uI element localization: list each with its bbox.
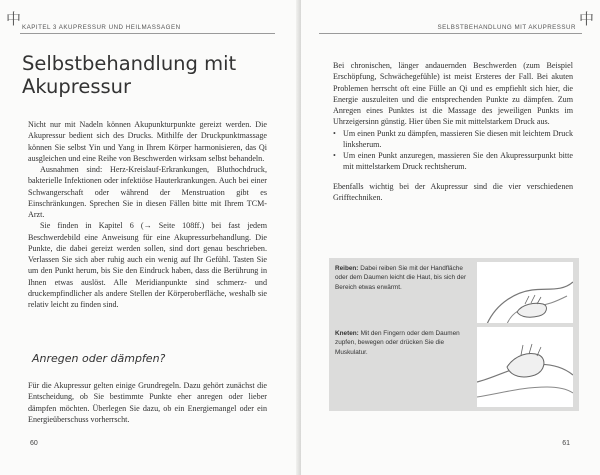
bullet-icon: •: [333, 151, 336, 160]
box-label: Kneten:: [335, 330, 359, 337]
paragraph: Für die Akupressur gelten einige Grundregeln. Dazu gehört zunächst die Entscheidung, ob Sie bestimmte Punkte eher anregen oder lieber dämpfen möchten. Überlegen Sie dazu, ob ein Energiemangel oder ein Energieüberschuss vorherrscht.: [28, 381, 267, 424]
bullet-list: [333, 128, 573, 173]
paragraph: Sie finden in Kapitel 6 (→ Seite 108ff.) bei fast jedem Beschwerdebild eine Anweisung für eine Akupressurbehandlung. Die Punkte, die dabei gereizt werden sollen, sind dort genau beschrieben. Verlassen Sie sich aber ruhig auch ein wenig auf Ihr Gefühl. Tasten Sie um den Punkt herum, bis Sie den Eindruck haben, dass die Berührung in Ihnen etwas auslöst. Alle Meridianpunkte sind schmerz- und druckempfindlicher als andere Stellen der Körperoberfläche, weshalb sie relativ leicht zu finden sind.: [28, 221, 267, 309]
list-item: [333, 150, 573, 173]
paragraph: Bei chronischen, länger andauernden Beschwerden (zum Beispiel Erschöpfung, Schwächegefühle) ist meist Ersteres der Fall. Bei akuten Problemen herrscht oft eine Fülle an Qi und es empfiehlt sich hier, die Energie auszuleiten und die entsprechenden Punkte zu dämpfen. Zum Anregen eines Punktes ist die Massage des jeweiligen Punkts im Uhrzeigersinn günstig. Hier üben Sie mit mittelstarkem Druck aus.: [333, 61, 573, 127]
illustration-rubbing-hand: [477, 262, 573, 324]
right-body: [333, 60, 573, 203]
illustration-kneading-hand: [477, 327, 573, 407]
header-rule-right: [319, 33, 582, 34]
box-description: Mit den Fingern oder dem Daumen zupfen, bewegen oder drücken Sie die Muskulatur.: [335, 330, 460, 356]
bullet-icon: •: [333, 128, 336, 138]
box-caption: [335, 329, 473, 357]
paragraph: Ebenfalls wichtig bei der Akupressur sind die vier verschiedenen Grifftechniken.: [333, 181, 573, 202]
header-rule-left: [20, 33, 275, 34]
right-page: [301, 0, 600, 475]
left-body: [28, 119, 267, 310]
paragraph: Nicht nur mit Nadeln können Akupunkturpunkte gereizt werden. Die Akupressur bedient sich des Drucks. Mithilfe der Druckpunktmassage können Sie selbst Yin und Yang in Ihrem Körper harmonisieren, das Qi ausgleichen und eine Reihe von Beschwerden wirksam selbst behandeln.: [28, 120, 267, 163]
chapter-glyph-icon: 中: [6, 10, 22, 28]
page-number-left: 60: [30, 440, 38, 447]
box-caption: [335, 264, 473, 292]
box-label: Reiben:: [335, 265, 359, 272]
bullet-text: Um einen Punkt zu dämpfen, massieren Sie diesen mit leichtem Druck linksherum.: [343, 128, 573, 149]
technique-box-kneten: [329, 323, 579, 411]
running-head-right: SELBSTBEHANDLUNG MIT AKUPRESSUR: [437, 24, 576, 31]
paragraph: Ausnahmen sind: Herz-Kreislauf-Erkrankungen, Bluthochdruck, bakterielle Infektionen oder infektiöse Hauterkrankungen. Auch bei einer Schwangerschaft oder während der Menstruation gibt es Einschränkungen. Sprechen Sie in diesen Fällen bitte mit Ihrem TCM-Arzt.: [28, 165, 267, 219]
subheading: Anregen oder dämpfen?: [32, 352, 166, 365]
box-description: Dabei reiben Sie mit der Handfläche oder dem Daumen leicht die Haut, bis sich der Bereich etwas erwärmt.: [335, 265, 467, 291]
chapter-glyph-icon: 中: [578, 10, 594, 28]
running-head-left: KAPITEL 3 AKUPRESSUR UND HEILMASSAGEN: [22, 24, 181, 31]
bullet-text: Um einen Punkt anzuregen, massieren Sie den Akupressurpunkt bitte mit mittelstarkem Druck rechtsherum.: [343, 151, 573, 172]
list-item: [333, 128, 573, 151]
left-body-2: [28, 380, 267, 425]
page-title: Selbstbehandlung mit Akupressur: [22, 52, 237, 98]
left-page: [0, 0, 299, 475]
page-number-right: 61: [562, 440, 570, 447]
